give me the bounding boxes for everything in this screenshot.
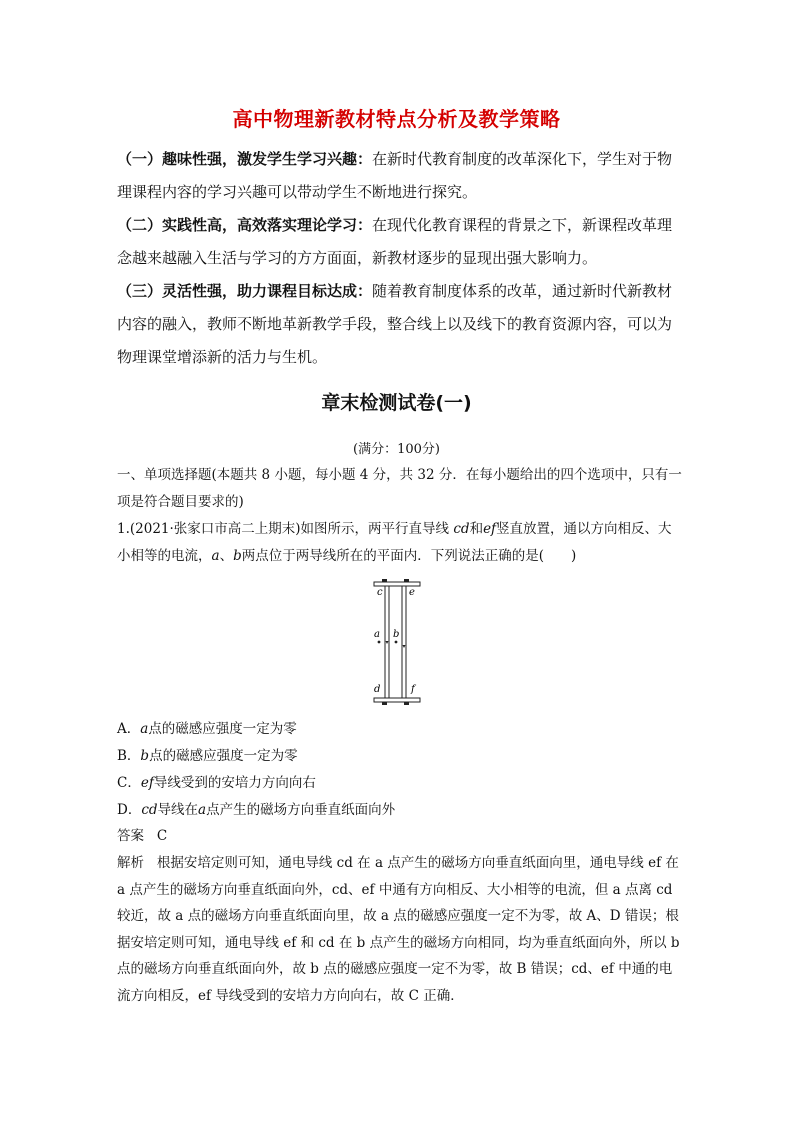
wire-figure (368, 576, 428, 708)
option-c[interactable] (117, 771, 316, 791)
stem-text: 和 (469, 521, 484, 537)
label-e: e (409, 587, 415, 598)
analysis-text: 根据安培定则可知，通电导线 cd 在 a 点产生的磁场方向垂直纸面向里，通电导线 ef 在 a 点产生的磁场方向垂直纸面向外，cd、ef 中通有方向相反、大小相等的电流，但 a 点离 cd 较近，故 a 点的磁场方向垂直纸面向里，故 a 点的磁感应强度一定不为零，故 A、D 错误；根据安培定则可知，通电导线 ef 和 cd 在 b 点产生的磁场方向相同，均为垂直纸面向外，所以 b 点的磁场方向垂直纸面向外，故 b 点的磁感应强度一定不为零，故 B 错误；cd、ef 中通的电流方向相反，ef 导线受到的安培力方向向右，故 C 正确． (117, 855, 680, 1004)
var-ef: ef (483, 521, 497, 537)
point-b (395, 641, 398, 644)
answer-value: C (156, 828, 168, 844)
option-a[interactable] (117, 717, 297, 737)
option-letter: A． (117, 721, 141, 737)
intro-item-text: 在现代化教育课程的背景之下，新课程改革理念越来越融入生活与学习的方方面面，新教材逐步的显现出强大影响力。 (117, 216, 673, 267)
intro-item-lead: （三）灵活性强，助力课程目标达成： (117, 282, 373, 300)
var-cd: cd (453, 521, 470, 537)
intro-item-1 (117, 143, 683, 209)
stem-text: 、 (219, 547, 234, 564)
label-b: b (393, 629, 400, 640)
exam-title: 章末检测试卷(一) (321, 392, 472, 414)
option-var: b (140, 748, 150, 764)
option-text: 导线受到的安培力方向向右 (153, 775, 316, 791)
intro-item-lead: （一）趣味性强，激发学生学习兴趣： (117, 150, 373, 168)
option-text: 点的磁感应强度一定为零 (149, 748, 298, 764)
stem-text: 1.(2021·张家口市高二上期末)如图所示，两平行直导线 (117, 521, 450, 537)
option-text: 点的磁感应强度一定为零 (148, 721, 297, 737)
analysis-label: 解析 (117, 855, 144, 871)
stem-text: 两点位于两导线所在的平面内．下列说法正确的是( ) (241, 547, 577, 564)
option-b[interactable] (117, 744, 298, 764)
analysis (117, 850, 683, 1009)
option-var: ef (140, 775, 154, 791)
intro-item-2 (117, 209, 683, 275)
option-text: 点产生的磁场方向垂直纸面向外 (206, 802, 396, 818)
option-var: cd (141, 802, 158, 818)
intro-item-text: 随着教育制度体系的改革，通过新时代新教材内容的融入，教师不断地革新教学手段，整合线上以及线下的教育资源内容，可以为物理课堂增添新的活力与生机。 (117, 282, 673, 366)
intro-title: 高中物理新教材特点分析及教学策略 (232, 107, 561, 131)
option-var: a (198, 802, 207, 818)
score-note: (满分：100分) (353, 442, 440, 457)
option-text: 导线在 (157, 802, 199, 818)
intro-item-text: 在新时代教育制度的改革深化下，学生对于物理课程内容的学习兴趣可以带动学生不断地进行探究。 (117, 150, 673, 201)
label-a: a (374, 629, 380, 640)
option-letter: D． (117, 802, 142, 818)
label-c: c (377, 587, 383, 598)
intro-item-lead: （二）实践性高，高效落实理论学习： (117, 216, 373, 234)
answer-line (117, 824, 167, 844)
option-var: a (140, 721, 149, 737)
option-d[interactable] (117, 798, 395, 818)
question-1-stem (117, 516, 683, 569)
var-b: b (233, 547, 242, 564)
option-letter: C． (117, 775, 141, 791)
answer-label: 答案 (117, 828, 144, 844)
intro-item-3 (117, 275, 683, 374)
option-letter: B． (117, 748, 141, 764)
point-a (378, 641, 381, 644)
wire-ef (402, 586, 406, 698)
var-a: a (211, 547, 220, 564)
label-d: d (374, 684, 381, 695)
label-f: f (411, 684, 415, 695)
section-heading: 一、单项选择题(本题共 8 小题，每小题 4 分，共 32 分．在每小题给出的四个选项中，只有一项是符合题目要求的) (117, 467, 682, 510)
stem-text: 竖直放置，通以方向相反、大小相等的电流， (117, 521, 672, 564)
